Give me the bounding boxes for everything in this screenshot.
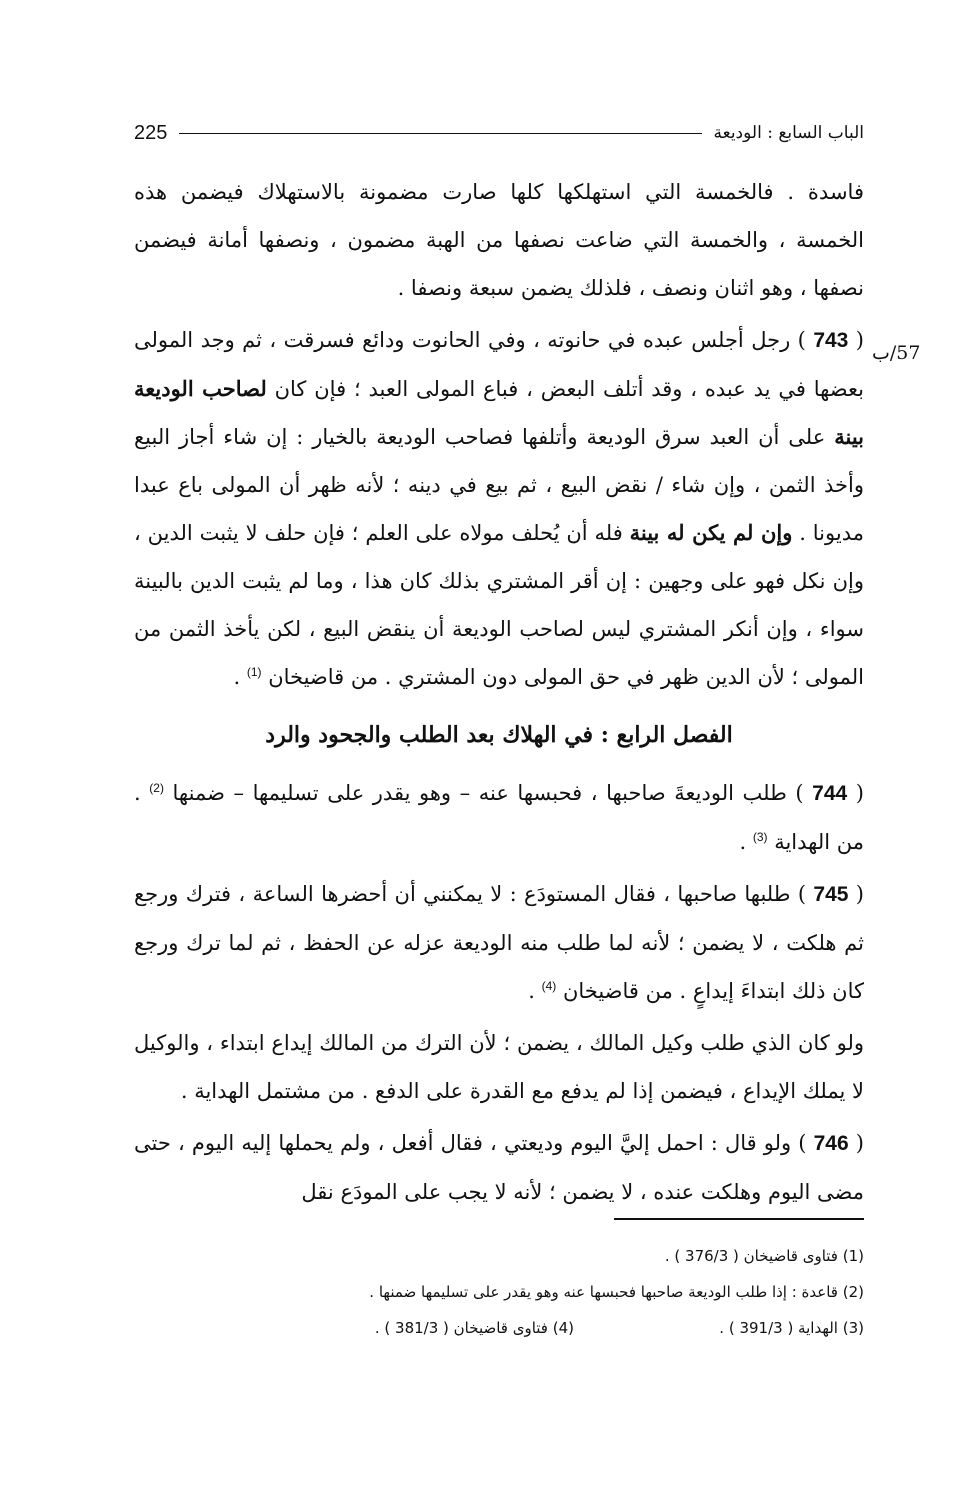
bold-phrase: لصاحب الوديعة بينة bbox=[134, 376, 864, 449]
issue-number: 744 bbox=[812, 782, 848, 805]
paragraph-text: ) طلب الوديعةَ صاحبها ، فحبسها عنه – وهو يقدر على تسليمها – ضمنها bbox=[172, 781, 813, 805]
issue-number: 746 bbox=[813, 1132, 849, 1155]
page-header bbox=[134, 118, 864, 148]
footnote-separator bbox=[614, 1218, 864, 1220]
paragraph-text: فاسدة . فالخمسة التي استهلكها كلها صارت مضمونة بالاستهلاك فيضمن هذه الخمسة ، والخمسة التي ضاعت نصفها من الهبة مضمون ، ونصفها أمانة فيضمن نصفها ، وهو اثنان ونصف ، فلذلك يضمن سبعة ونصفا . bbox=[134, 180, 864, 300]
footnote-ref: (2) bbox=[149, 781, 164, 795]
paragraph-744: ( 744 ) طلب الوديعةَ صاحبها ، فحبسها عنه – وهو يقدر على تسليمها – ضمنها $^{(2)}$ . من الهداية $^{(3)}$ . bbox=[134, 781, 864, 854]
footnote-ref: (3) bbox=[752, 830, 768, 844]
issue-number: 743 bbox=[813, 329, 849, 352]
paragraph-745: ( 745 ) طلبها صاحبها ، فقال المستودَع : لا يمكنني أن أحضرها الساعة ، فترك ورجع ثم هلكت ، لا يضمن ؛ لأنه لما طلب منه الوديعة عزله عن الحفظ ، ثم لما ترك ورجع كان ذلك ابتداءَ إيداعٍ . من قاضيخان $^{(4)}$ . bbox=[134, 882, 864, 1003]
paragraph-text: ) طلبها صاحبها ، فقال المستودَع : لا يمكنني أن أحضرها الساعة ، فترك ورجع ثم هلكت ، لا يضمن ؛ لأنه لما طلب منه الوديعة عزله عن الحفظ ، ثم لما ترك ورجع كان ذلك ابتداءَ إيداعٍ . من قاضيخان bbox=[134, 882, 864, 1003]
footnote-2: (2) قاعدة : إذا طلب الوديعة صاحبها فحبسها عنه وهو يقدر على تسليمها ضمنها . bbox=[369, 1283, 864, 1301]
paragraph-743: ( 743 ) رجل أجلس عبده في حانوته ، وفي الحانوت ودائع فسرقت ، ثم وجد المولى بعضها في يد عبده ، وقد أتلف البعض ، فباع المولى العبد ؛ فإن كان لصاحب الوديعة بينة على أن العبد سرق الوديعة وأتلفها فصاحب الوديعة بالخيار : إن شاء أجاز البيع وأخذ الثمن ، وإن شاء / نقض البيع ، ثم بيع في دينه ؛ لأنه ظهر أن المولى باع عبدا مديونا . وإن لم يكن له بينة فله أن يُحلف مولاه على العلم ؛ فإن حلف لا يثبت الدين ، وإن نكل فهو على وجهين : إن أقر المشتري بذلك كان هذا ، وما لم يثبت الدين بالبينة سواء ، وإن أنكر المشتري ليس لصاحب الوديعة أن ينقض البيع ، لكن يأخذ الثمن من المولى ؛ لأن الدين ظهر في حق المولى دون المشتري . من قاضيخان $^{(1)}$ . bbox=[134, 328, 864, 689]
bold-phrase: وإن لم يكن له بينة bbox=[629, 520, 793, 545]
paragraph-text: على أن العبد سرق الوديعة وأتلفها فصاحب الوديعة بالخيار : إن شاء أجاز البيع وأخذ الثمن ، وإن شاء / نقض البيع ، ثم بيع في دينه ؛ لأنه ظهر أن المولى باع عبدا مديونا . bbox=[134, 425, 864, 545]
footnote-4: (4) فتاوى قاضيخان ( 381/3 ) . bbox=[374, 1319, 574, 1337]
paragraph-text: ) ولو قال : احمل إليَّ اليوم وديعتي ، فقال أفعل ، ولم يحملها إليه اليوم ، حتى مضى اليوم وهلكت عنده ، لا يضمن ؛ لأنه لا يجب على المودَع نقل bbox=[134, 1131, 864, 1204]
paragraph-text: ولو كان الذي طلب وكيل المالك ، يضمن ؛ لأن الترك من المالك إيداع ابتداء ، والوكيل لا يملك الإيداع ، فيضمن إذا لم يدفع مع القدرة على الدفع . من مشتمل الهداية . bbox=[134, 1031, 864, 1103]
issue-number: 745 bbox=[813, 883, 849, 906]
section-heading: الفصل الرابع : في الهلاك بعد الطلب والجحود والرد bbox=[265, 722, 733, 748]
paragraph-text: فله أن يُحلف مولاه على العلم ؛ فإن حلف لا يثبت الدين ، وإن نكل فهو على وجهين : إن أقر المشتري بذلك كان هذا ، وما لم يثبت الدين بالبينة سواء ، وإن أنكر المشتري ليس لصاحب الوديعة أن ينقض البيع ، لكن يأخذ الثمن من المولى ؛ لأن الدين ظهر في حق المولى دون المشتري . من قاضيخان bbox=[134, 521, 864, 689]
footnote-1: (1) فتاوى قاضيخان ( 376/3 ) . bbox=[664, 1247, 864, 1265]
main-text bbox=[134, 168, 864, 1218]
paragraph-agent bbox=[134, 1019, 864, 1115]
footnotes bbox=[134, 1238, 864, 1346]
paragraph-text: ) رجل أجلس عبده في حانوته ، وفي الحانوت ودائع فسرقت ، ثم وجد المولى بعضها في يد عبده ، وقد أتلف البعض ، فباع المولى العبد ؛ فإن كان bbox=[134, 328, 864, 401]
header-rule bbox=[179, 133, 701, 134]
manuscript-folio-note: 57/ب bbox=[872, 342, 921, 364]
footnote-ref: (1) bbox=[246, 665, 262, 679]
footnote-row-3-4 bbox=[134, 1310, 864, 1346]
footnote-ref: (4) bbox=[541, 979, 557, 993]
running-title: الباب السابع : الوديعة bbox=[713, 123, 864, 143]
footnote-3: (3) الهداية ( 391/3 ) . bbox=[719, 1319, 864, 1337]
paragraph-746: ( 746 ) ولو قال : احمل إليَّ اليوم وديعتي ، فقال أفعل ، ولم يحملها إليه اليوم ، حتى مضى اليوم وهلكت عنده ، لا يضمن ؛ لأنه لا يجب على المودَع نقل bbox=[134, 1131, 864, 1204]
page-number: 225 bbox=[134, 121, 168, 144]
paragraph-continuation bbox=[134, 168, 864, 312]
